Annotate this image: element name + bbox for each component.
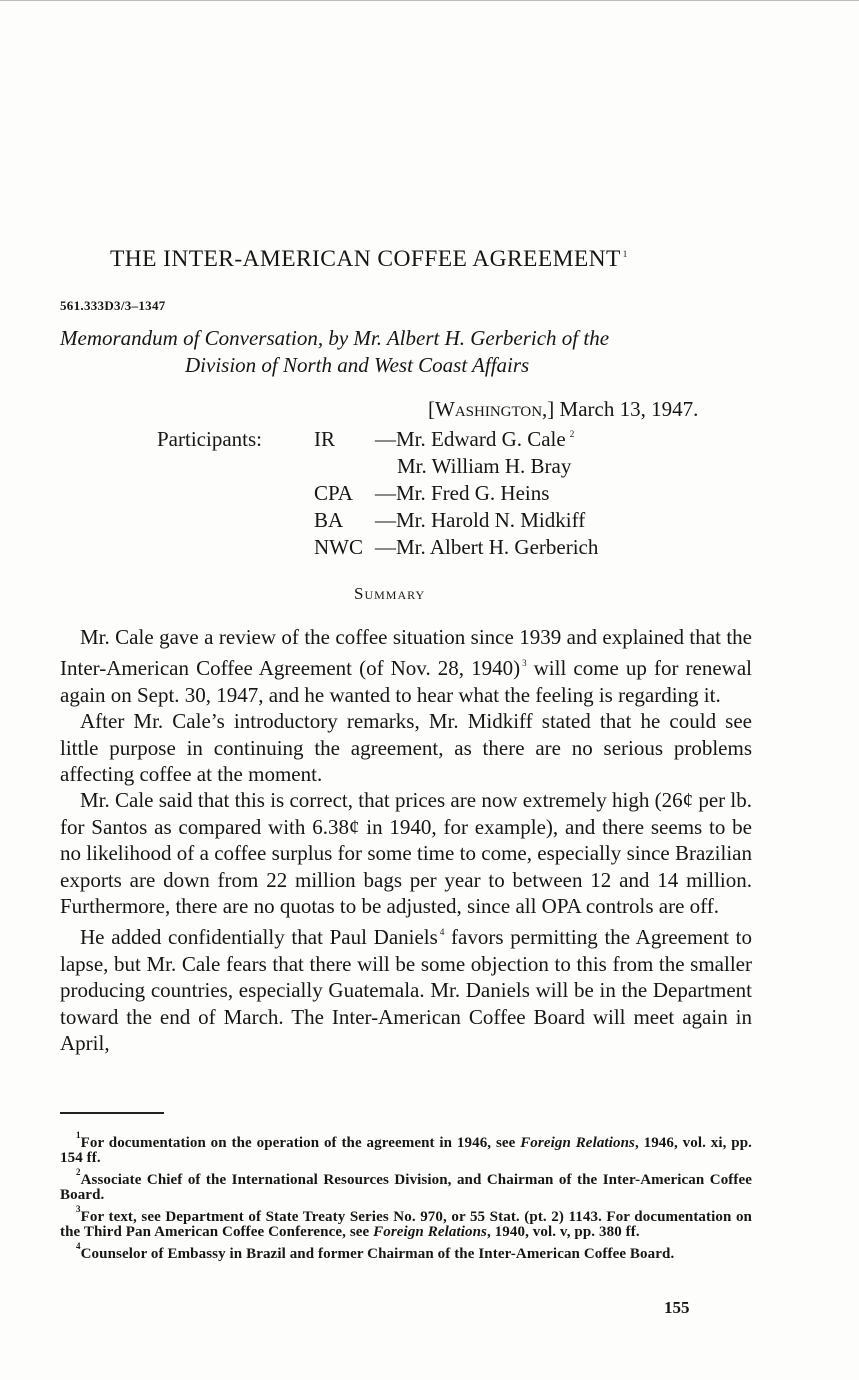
- participant-org: BA: [314, 508, 344, 532]
- footnote: $^3$For text, see Department of State Treaty Series No. 970, or 55 Stat. (pt. 2) 1143. For documentation on the Third Pan American Coffee Conference, see Foreign Relations, 1940, vol. v, pp. 380 ff.: [60, 1204, 752, 1240]
- paragraph: Mr. Cale gave a review of the coffee situation since 1939 and explained that the Inter-American Coffee Agreement (of Nov. 28, 1940) $^3$ will come up for renewal again on Sept. 30, 1947, and he wanted to hear what the feeling is regarding it.: [60, 625, 752, 707]
- footnote-ref[interactable]: 4: [439, 927, 445, 938]
- memo-heading-line-1: Memorandum of Conversation, by Mr. Albert H. Gerberich of the: [60, 326, 610, 350]
- paragraph: After Mr. Cale’s introductory remarks, Mr. Midkiff stated that he could see little purpose in continuing the agreement, as there are no serious problems affecting coffee at the moment.: [60, 709, 752, 787]
- footnote: $^4$Counselor of Embassy in Brazil and former Chairman of the Inter-American Coffee Board.: [76, 1241, 675, 1262]
- participant-name: —Mr. Harold N. Midkiff: [375, 508, 586, 532]
- summary-body: [60, 624, 752, 1057]
- paragraph: Mr. Cale said that this is correct, that prices are now extremely high (26¢ per lb. for Santos as compared with 6.38¢ in 1940, for example), and there seems to be no likelihood of a coffee surplus for some time to come, especially since Brazilian exports are down from 22 million bags per year to between 12 and 14 million. Furthermore, there are no quotas to be adjusted, since all OPA controls are off.: [60, 788, 752, 919]
- footnote-ref[interactable]: 3: [522, 658, 527, 669]
- participant-org: IR: [314, 427, 335, 451]
- participant-org: CPA: [314, 481, 353, 505]
- footnote: $^1$For documentation on the operation of the agreement in 1946, see Foreign Relations, 1946, vol. xi, pp. 154 ff.: [60, 1130, 752, 1166]
- page-number: 155: [664, 1298, 690, 1317]
- paragraph: He added confidentially that Paul Daniels $^4$ favors permitting the Agreement to lapse, but Mr. Cale fears that there will be some objection to this from the smaller producing countries, especially Guatemala. Mr. Daniels will be in the Department toward the end of March. The Inter-American Coffee Board will meet again in April,: [60, 925, 753, 1056]
- dateline-date: March 13, 1947.: [559, 397, 699, 421]
- footnote-divider: [60, 1112, 164, 1114]
- document-id: 561.333D3/3–1347: [60, 298, 166, 313]
- participant-name: Mr. William H. Bray: [397, 454, 572, 478]
- dateline-place: [Washington,]: [428, 397, 555, 421]
- participants-label: Participants:: [157, 427, 262, 451]
- title-footnote-ref[interactable]: 1: [622, 249, 628, 259]
- footnotes: [60, 1128, 752, 1262]
- participant-org: NWC: [314, 535, 363, 559]
- participant-name: —Mr. Edward G. Cale $^2$: [375, 427, 575, 451]
- participant-footnote-ref[interactable]: 2: [569, 429, 575, 439]
- participant-name: —Mr. Albert H. Gerberich: [375, 535, 599, 559]
- summary-heading: Summary: [354, 584, 426, 603]
- page-top-edge: [0, 0, 859, 1]
- dateline: [428, 397, 698, 422]
- footnote: $^2$Associate Chief of the International Resources Division, and Chairman of the Inter-American Coffee Board.: [60, 1167, 752, 1203]
- participant-name: —Mr. Fred G. Heins: [375, 481, 550, 505]
- memo-heading-line-2: Division of North and West Coast Affairs: [185, 353, 530, 377]
- document-title: THE INTER-AMERICAN COFFEE AGREEMENT $^1$: [110, 246, 628, 272]
